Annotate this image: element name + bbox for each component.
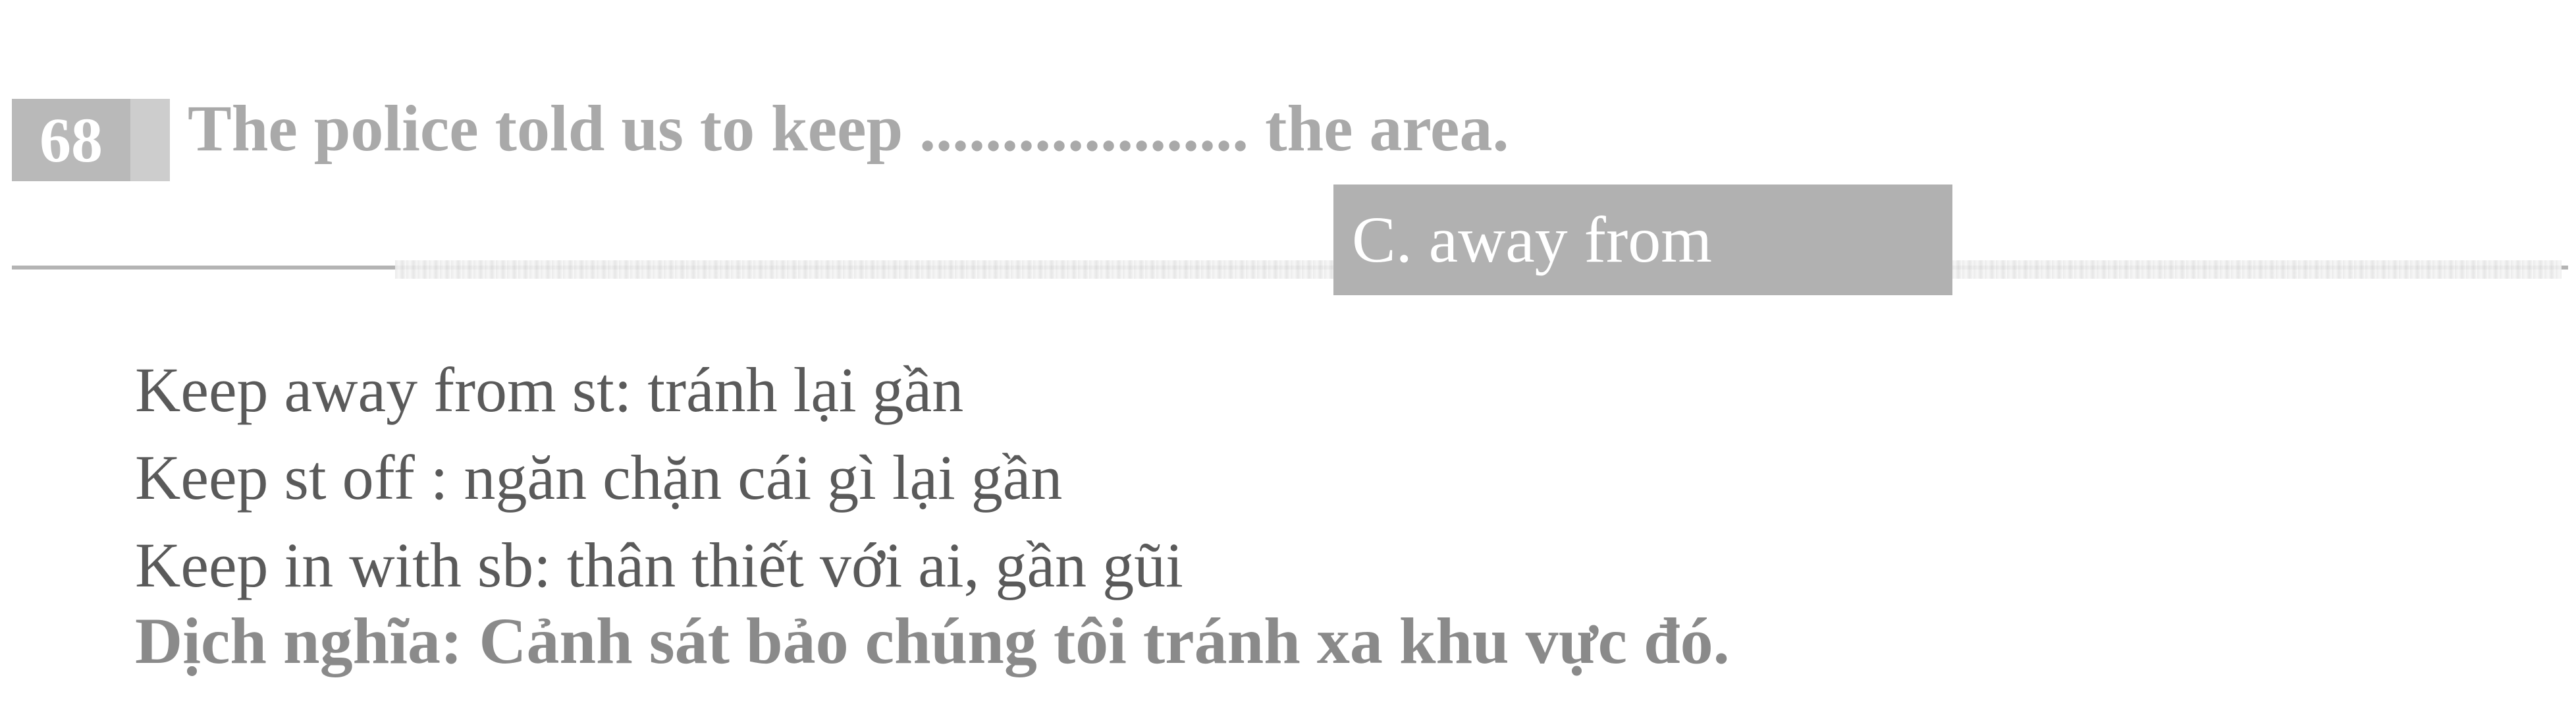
- badge-accent: [130, 99, 170, 181]
- note-line: Keep in with sb: thân thiết với ai, gần gũi: [135, 530, 1183, 600]
- note-line: Keep away from st: tránh lại gần: [135, 355, 964, 425]
- translation: Dịch nghĩa: Cảnh sát bảo chúng tôi tránh xa khu vực đó.: [135, 604, 1730, 677]
- question-header: [0, 86, 2576, 185]
- vocabulary-notes: [135, 346, 1183, 609]
- question-number: 68: [40, 105, 103, 175]
- question-text: The police told us to keep .................... the area.: [188, 92, 1509, 165]
- answer-box: C. away from: [1333, 185, 1952, 295]
- question-number-badge: [12, 99, 170, 181]
- note-line: Keep st off : ngăn chặn cái gì lại gần: [135, 442, 1063, 513]
